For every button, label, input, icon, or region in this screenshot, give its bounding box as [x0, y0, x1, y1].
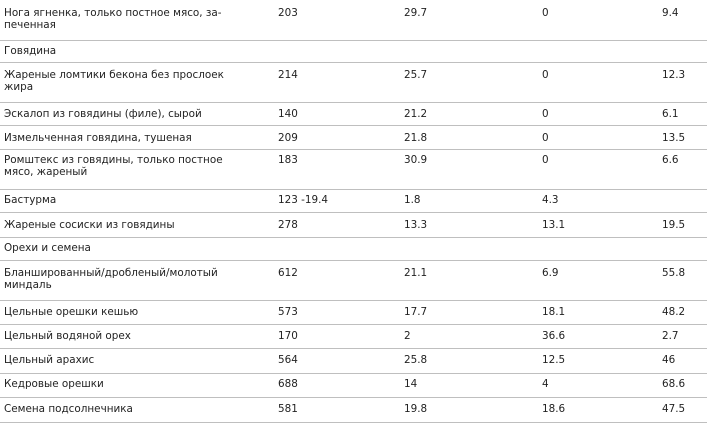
carbs-cell: 12.5 — [538, 348, 658, 373]
table-row — [0, 300, 707, 324]
protein-cell: 2 — [400, 324, 538, 348]
food-name-cell: Нога ягненка, только постное мясо, за- печенная — [0, 0, 274, 40]
table-row — [0, 102, 707, 125]
calories-cell: 581 — [274, 397, 400, 422]
table-row — [0, 373, 707, 397]
protein-cell: 21.8 — [400, 125, 538, 149]
fat-cell: 2.7 — [658, 324, 707, 348]
food-name-cell: Кедровые орешки — [0, 373, 274, 397]
food-name-cell: Эскалоп из говядины (филе), сырой — [0, 102, 274, 125]
food-name-cell: Измельченная говядина, тушеная — [0, 125, 274, 149]
carbs-cell: 4 — [538, 373, 658, 397]
protein-cell: 25.8 — [400, 348, 538, 373]
fat-cell: 46 — [658, 348, 707, 373]
protein-cell: 14 — [400, 373, 538, 397]
protein-cell: 30.9 — [400, 149, 538, 189]
table-row — [0, 125, 707, 149]
carbs-cell: 13.1 — [538, 212, 658, 237]
protein-cell: 13.3 — [400, 212, 538, 237]
calories-cell: 612 — [274, 260, 400, 300]
protein-cell: 19.8 — [400, 397, 538, 422]
food-name-cell: Семена подсолнечника — [0, 397, 274, 422]
fat-cell: 55.8 — [658, 260, 707, 300]
carbs-cell: 0 — [538, 125, 658, 149]
protein-cell: 17.7 — [400, 300, 538, 324]
table-row — [0, 324, 707, 348]
table-row — [0, 0, 707, 40]
food-name-cell: Жареные сосиски из говядины — [0, 212, 274, 237]
fat-cell: 6.6 — [658, 149, 707, 189]
food-name-cell: Цельный арахис — [0, 348, 274, 373]
calories-cell: 140 — [274, 102, 400, 125]
fat-cell: 68.6 — [658, 373, 707, 397]
carbs-cell: 0 — [538, 0, 658, 40]
calories-cell: 123 -19.4 — [274, 189, 400, 212]
food-name-cell: Жареные ломтики бекона без прослоек жира — [0, 62, 274, 102]
food-name-cell: Бастурма — [0, 189, 274, 212]
fat-cell — [658, 189, 707, 212]
food-name-cell: Бланшированный/дробленый/молотый миндаль — [0, 260, 274, 300]
calories-cell: 203 — [274, 0, 400, 40]
protein-cell: 29.7 — [400, 0, 538, 40]
carbs-cell: 18.6 — [538, 397, 658, 422]
carbs-cell: 6.9 — [538, 260, 658, 300]
table-row — [0, 189, 707, 212]
fat-cell: 6.1 — [658, 102, 707, 125]
carbs-cell: 0 — [538, 62, 658, 102]
calories-cell: 564 — [274, 348, 400, 373]
calories-cell: 573 — [274, 300, 400, 324]
protein-cell: 1.8 — [400, 189, 538, 212]
calories-cell: 688 — [274, 373, 400, 397]
calories-cell: 214 — [274, 62, 400, 102]
table-row — [0, 260, 707, 300]
section-label: Орехи и семена — [0, 237, 707, 260]
table-row — [0, 348, 707, 373]
calories-cell: 170 — [274, 324, 400, 348]
carbs-cell: 4.3 — [538, 189, 658, 212]
food-name-cell: Цельный водяной орех — [0, 324, 274, 348]
section-label: Говядина — [0, 40, 707, 62]
food-name-cell: Цельные орешки кешью — [0, 300, 274, 324]
protein-cell: 21.2 — [400, 102, 538, 125]
section-row — [0, 237, 707, 260]
table-row — [0, 149, 707, 189]
fat-cell: 48.2 — [658, 300, 707, 324]
carbs-cell: 18.1 — [538, 300, 658, 324]
table-row — [0, 62, 707, 102]
protein-cell: 25.7 — [400, 62, 538, 102]
fat-cell: 12.3 — [658, 62, 707, 102]
protein-cell: 21.1 — [400, 260, 538, 300]
food-name-cell: Ромштекс из говядины, только постное мясо, жареный — [0, 149, 274, 189]
calories-cell: 278 — [274, 212, 400, 237]
carbs-cell: 0 — [538, 149, 658, 189]
carbs-cell: 36.6 — [538, 324, 658, 348]
calories-cell: 183 — [274, 149, 400, 189]
calories-cell: 209 — [274, 125, 400, 149]
fat-cell: 47.5 — [658, 397, 707, 422]
table-row — [0, 397, 707, 422]
table-row — [0, 212, 707, 237]
fat-cell: 19.5 — [658, 212, 707, 237]
section-row — [0, 40, 707, 62]
fat-cell: 13.5 — [658, 125, 707, 149]
carbs-cell: 0 — [538, 102, 658, 125]
fat-cell: 9.4 — [658, 0, 707, 40]
